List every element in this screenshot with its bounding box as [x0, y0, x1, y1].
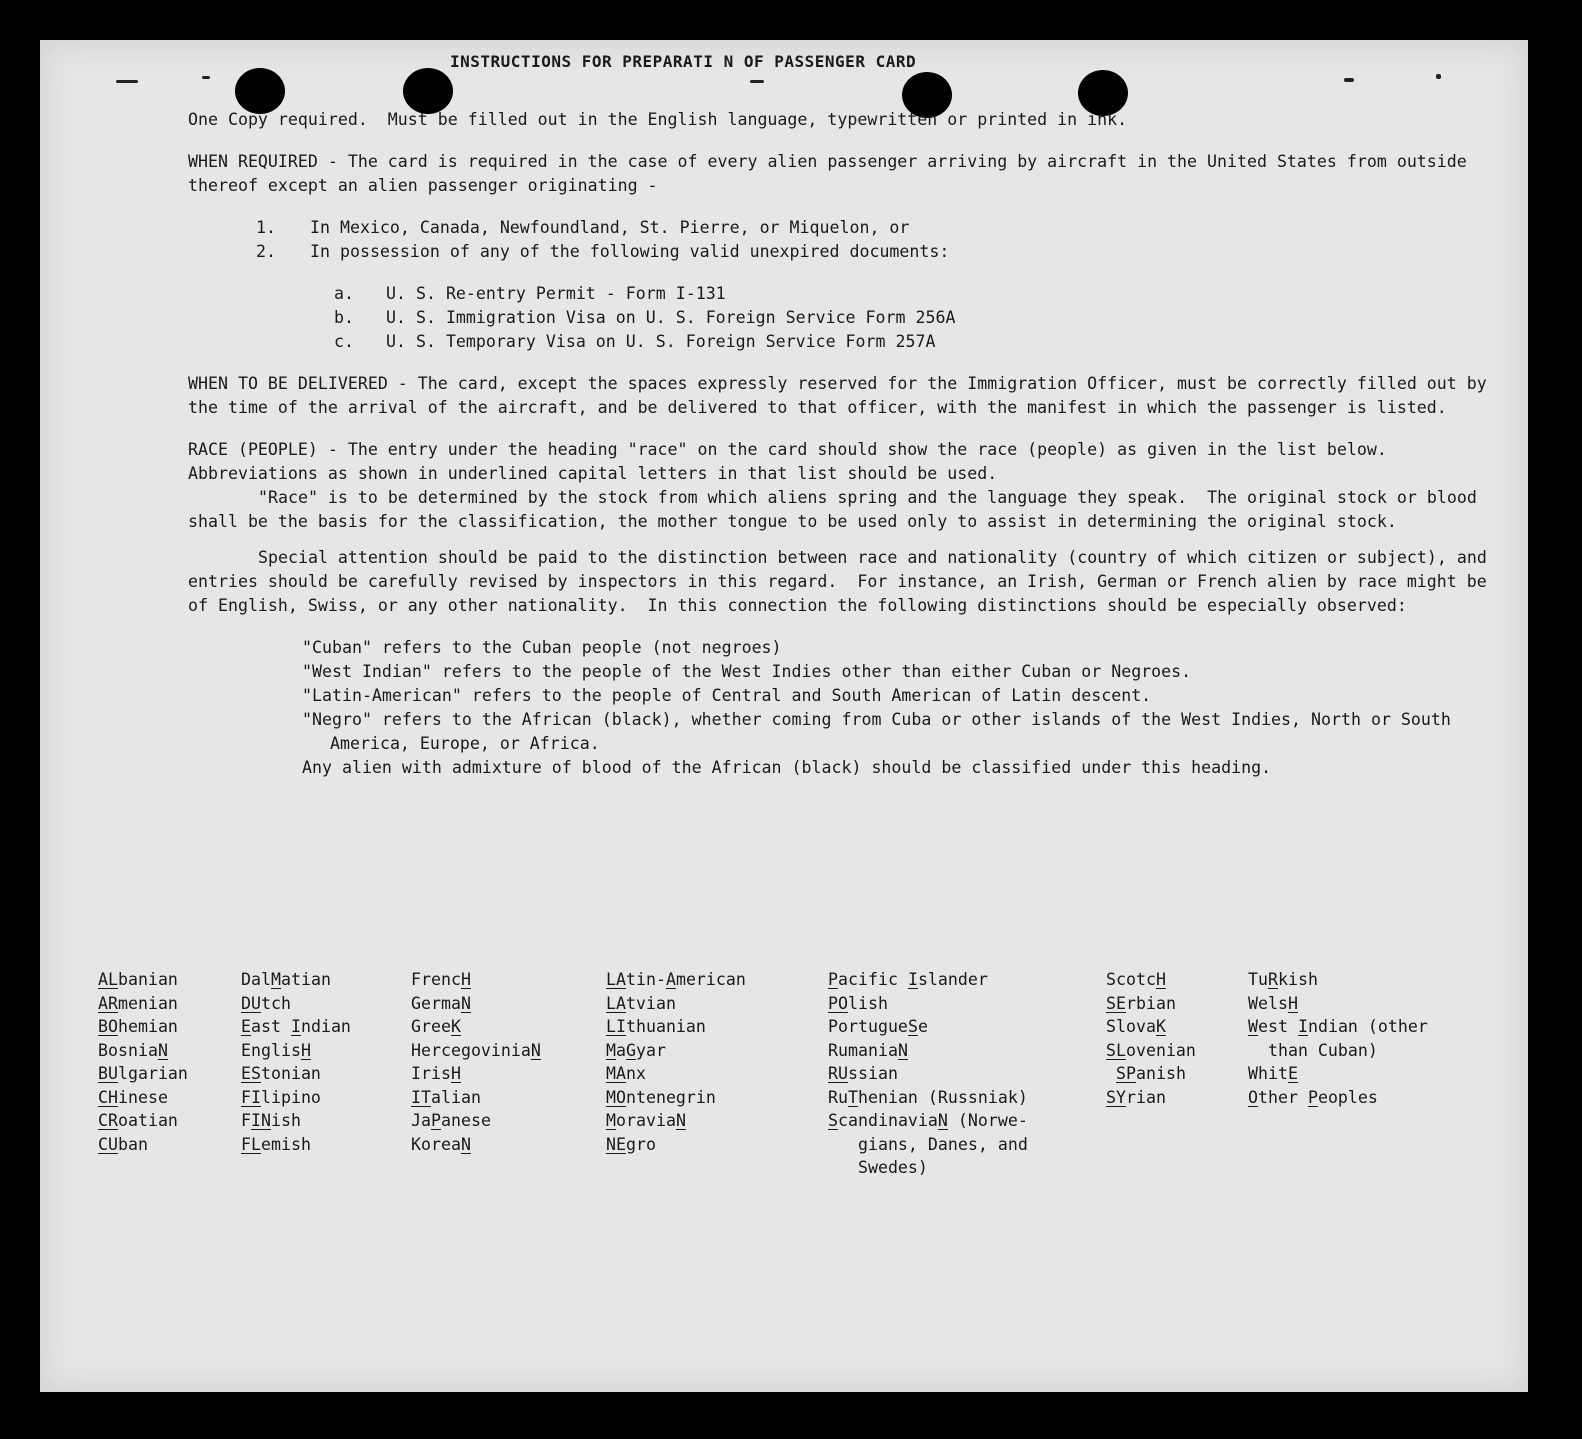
- race-name-text: (Norwe-: [947, 1111, 1028, 1130]
- race-name-text: Gree: [411, 1017, 451, 1036]
- race-entry: [828, 1039, 1028, 1063]
- race-name-text: ndian (other: [1307, 1017, 1428, 1036]
- race-name-text: nx: [625, 1064, 646, 1083]
- race-abbreviation: NE: [606, 1134, 626, 1154]
- when-delivered-heading: WHEN TO BE DELIVERED: [188, 374, 388, 393]
- race-abbreviation: BU: [98, 1064, 118, 1083]
- race-abbreviation: N: [460, 1134, 471, 1154]
- race-name-text: Whit: [1248, 1064, 1288, 1083]
- race-abbreviation: SP: [1116, 1064, 1136, 1083]
- origin-list: [188, 216, 1498, 264]
- race-definition-paragraph: "Race" is to be determined by the stock from which aliens spring and the language they speak. The original stock or blood shall be the basis for the classification, the mother tongue to be used only to assist in determining the original stock.: [188, 488, 1487, 531]
- race-entry: [411, 992, 541, 1016]
- race-entry: [828, 992, 1028, 1016]
- race-name-text: yar: [636, 1040, 666, 1060]
- race-name-text: [1106, 1064, 1116, 1083]
- race-abbreviation: LA: [606, 970, 626, 989]
- race-abbreviation: ES: [241, 1064, 261, 1083]
- distinction-note: "Negro" refers to the African (black), whether coming from Cuba or other islands of the West Indies, North or South America, Europe, or Africa.: [302, 710, 1461, 753]
- race-abbreviation: P: [430, 1111, 441, 1130]
- when-required-text: - The card is required in the case of every alien passenger arriving by aircraft in the United States from outside thereof except an alien passenger originating -: [188, 152, 1477, 195]
- list-item-letter: a.: [334, 284, 354, 303]
- race-entry: [606, 968, 746, 992]
- race-entry: [98, 968, 188, 992]
- race-abbreviation: T: [847, 1087, 858, 1107]
- race-name-text: Iris: [411, 1064, 451, 1083]
- race-entry: [1106, 992, 1196, 1016]
- race-entry: [98, 1039, 188, 1063]
- race-name-text: ovenian: [1125, 1040, 1196, 1060]
- race-entry: [828, 1086, 1028, 1110]
- list-item-letter: b.: [334, 308, 354, 327]
- race-name-text: kish: [1277, 970, 1318, 989]
- race-name-text: ban: [117, 1134, 148, 1154]
- race-name-text: candinavia: [838, 1111, 938, 1130]
- race-entry: [828, 1015, 1028, 1039]
- race-name-text: lgarian: [117, 1064, 188, 1083]
- race-abbreviation: N: [460, 993, 471, 1013]
- page-title: INSTRUCTIONS FOR PREPARATI N OF PASSENGER CARD: [450, 52, 917, 71]
- list-item-text: In possession of any of the following valid unexpired documents:: [310, 242, 950, 261]
- race-abbreviation: H: [460, 970, 471, 989]
- race-abbreviation: LA: [606, 993, 626, 1013]
- race-abbreviation: N: [937, 1111, 948, 1130]
- race-abbreviation: DU: [241, 993, 261, 1013]
- race-entry: [1248, 992, 1428, 1016]
- race-entry: [828, 1109, 1028, 1133]
- race-name-text: Ru: [828, 1087, 848, 1107]
- race-abbreviation: BO: [98, 1017, 118, 1036]
- race-name-text: inese: [117, 1087, 168, 1107]
- race-abbreviation: SL: [1106, 1040, 1126, 1060]
- race-name-text: ther: [1258, 1087, 1308, 1107]
- race-abbreviation: MA: [606, 1064, 626, 1083]
- race-name-text: eoples: [1317, 1087, 1378, 1107]
- race-column: [828, 968, 1028, 1180]
- race-entry: [411, 1039, 541, 1063]
- race-abbreviation: I: [1297, 1017, 1308, 1036]
- race-name-text: anese: [440, 1111, 491, 1130]
- list-item: [256, 240, 1498, 264]
- race-name-text: than Cuban): [1248, 1040, 1378, 1060]
- race-name-text: lipino: [260, 1087, 321, 1107]
- race-column: [1248, 968, 1428, 1109]
- list-item-text: U. S. Temporary Visa on U. S. Foreign Service Form 257A: [386, 332, 936, 351]
- list-item: [334, 306, 1498, 330]
- race-abbreviation: R: [1267, 970, 1278, 989]
- race-abbreviation: N: [157, 1040, 168, 1060]
- race-abbreviation: MO: [606, 1087, 626, 1107]
- list-item-text: U. S. Immigration Visa on U. S. Foreign Service Form 256A: [386, 308, 956, 327]
- race-name-text: ish: [270, 1111, 301, 1130]
- race-name-text: henian (Russniak): [857, 1087, 1028, 1107]
- race-name-text: Germa: [411, 993, 461, 1013]
- list-item-text: U. S. Re-entry Permit - Form I-131: [386, 284, 726, 303]
- race-name-text: est: [1258, 1017, 1298, 1036]
- race-entry: [606, 1133, 746, 1157]
- race-entry: [1248, 1015, 1428, 1039]
- race-entry: [98, 1109, 188, 1133]
- race-name-text: ndian: [300, 1017, 351, 1036]
- when-required-paragraph: [188, 150, 1498, 198]
- race-entry: [606, 1015, 746, 1039]
- race-entry: [828, 968, 1028, 992]
- ink-speck: [116, 80, 138, 83]
- race-abbreviation: P: [1307, 1087, 1318, 1107]
- race-name-text: menian: [117, 993, 178, 1013]
- race-abbreviation: K: [1155, 1017, 1166, 1036]
- race-name-text: Bosnia: [98, 1040, 158, 1060]
- intro-paragraph: One Copy required. Must be filled out in the English language, typewritten or printed in ink.: [188, 110, 1128, 129]
- race-name-text: oatian: [117, 1111, 178, 1130]
- list-item-text: In Mexico, Canada, Newfoundland, St. Pierre, or Miquelon, or: [310, 218, 910, 237]
- race-entry: [828, 1133, 1028, 1157]
- race-abbreviation: W: [1248, 1017, 1258, 1036]
- race-entry: [1248, 1039, 1428, 1063]
- nationality-paragraph: Special attention should be paid to the distinction between race and nationality (country of which citizen or subject), and entries should be carefully revised by inspectors in this regard. For instance, an Irish, German or French alien by race might be of English, Swiss, or any other nationality. In this connection the following distinctions should be especially observed:: [188, 548, 1497, 615]
- race-name-text: rbian: [1125, 993, 1176, 1013]
- distinction-note: Any alien with admixture of blood of the African (black) should be classified under this heading.: [302, 758, 1272, 777]
- race-name-text: Frenc: [411, 970, 461, 989]
- race-name-text: Ja: [411, 1111, 431, 1130]
- ink-speck: [1344, 78, 1354, 82]
- race-entry: [1248, 1086, 1428, 1110]
- race-column: [241, 968, 351, 1156]
- race-entry: [241, 1133, 351, 1157]
- race-abbreviation: N: [530, 1040, 541, 1060]
- race-name-text: slander: [917, 970, 988, 989]
- when-delivered-text: - The card, except the spaces expressly reserved for the Immigration Officer, must be correctly filled out by the time of the arrival of the aircraft, and be delivered to that officer, with the manifest in which the passenger is listed.: [188, 374, 1497, 417]
- race-abbreviation: S: [907, 1017, 918, 1036]
- race-abbreviation: E: [241, 1017, 251, 1036]
- race-abbreviation: AL: [98, 970, 118, 989]
- race-name-text: a: [616, 1040, 626, 1060]
- race-abbreviation: FI: [241, 1087, 261, 1107]
- race-entry: [98, 1062, 188, 1086]
- race-name-text: Tu: [1248, 970, 1268, 989]
- race-name-text: Englis: [241, 1040, 301, 1060]
- race-name-text: anish: [1135, 1064, 1186, 1083]
- race-abbreviation: I: [907, 970, 918, 989]
- race-name-text: thuanian: [625, 1017, 706, 1036]
- ink-speck: [202, 76, 210, 79]
- race-abbreviation: M: [606, 1111, 616, 1130]
- race-name-text: tvian: [625, 993, 676, 1013]
- race-name-text: ntenegrin: [625, 1087, 716, 1107]
- race-abbreviation: AR: [98, 993, 118, 1013]
- race-abbreviation: RU: [828, 1064, 848, 1083]
- race-abbreviation: H: [1155, 970, 1166, 989]
- race-abbreviation: FL: [241, 1134, 261, 1154]
- race-entry: [98, 1133, 188, 1157]
- race-abbreviation: M: [270, 970, 281, 989]
- distinction-note: "Cuban" refers to the Cuban people (not negroes): [302, 638, 782, 657]
- ink-speck: [1436, 74, 1441, 79]
- when-delivered-paragraph: [188, 372, 1498, 420]
- race-entry: [411, 1015, 541, 1039]
- list-item-number: 2.: [256, 242, 276, 261]
- race-name-text: acific: [838, 970, 908, 989]
- race-entry: [828, 1156, 1028, 1180]
- race-abbreviation: N: [675, 1111, 686, 1130]
- race-name-text: merican: [675, 970, 746, 989]
- race-entry: [241, 1062, 351, 1086]
- race-name-text: tch: [260, 993, 291, 1013]
- race-abbreviation: CR: [98, 1111, 118, 1130]
- distinction-note: "West Indian" refers to the people of the West Indies other than either Cuban or Negroes.: [302, 662, 1192, 681]
- race-name-text: Rumania: [828, 1040, 898, 1060]
- distinctions-list: [188, 636, 1498, 780]
- race-name-text: e: [917, 1017, 928, 1036]
- race-name-text: alian: [430, 1087, 481, 1107]
- race-name-text: oravia: [616, 1111, 676, 1130]
- race-entry: [241, 1086, 351, 1110]
- race-name-text: gians, Danes, and: [828, 1134, 1028, 1154]
- race-name-text: ssian: [847, 1064, 898, 1083]
- race-abbreviation: LI: [606, 1017, 626, 1036]
- race-entry: [241, 992, 351, 1016]
- distinction-note: "Latin-American" refers to the people of Central and South American of Latin descent.: [302, 686, 1152, 705]
- race-entry: [1248, 968, 1428, 992]
- race-name-text: ast: [251, 1017, 291, 1036]
- race-column: [411, 968, 541, 1156]
- race-abbreviation: S: [828, 1111, 838, 1130]
- race-heading: RACE (PEOPLE): [188, 440, 318, 459]
- race-entry: [606, 1109, 746, 1133]
- race-entry: [606, 1062, 746, 1086]
- race-abbreviation: K: [450, 1017, 461, 1036]
- race-name-text: banian: [117, 970, 178, 989]
- race-text: - The entry under the heading "race" on the card should show the race (people) as given in the list below. Abbreviations as shown in underlined capital letters in that list should be used.: [188, 440, 1407, 483]
- race-entry: [411, 968, 541, 992]
- race-entry: [98, 992, 188, 1016]
- documents-list: [188, 282, 1498, 354]
- race-name-text: Slova: [1106, 1017, 1156, 1036]
- list-item-letter: c.: [334, 332, 354, 351]
- race-column: [606, 968, 746, 1156]
- race-name-text: gro: [625, 1134, 656, 1154]
- race-name-text: tonian: [260, 1064, 321, 1083]
- race-name-text: Hercegovinia: [411, 1040, 531, 1060]
- when-required-heading: WHEN REQUIRED: [188, 152, 318, 171]
- race-abbreviation: PO: [828, 993, 848, 1013]
- race-abbreviation: O: [1248, 1087, 1258, 1107]
- race-abbreviation: A: [665, 970, 676, 989]
- race-name-text: hemian: [117, 1017, 178, 1036]
- race-entry: [1106, 968, 1196, 992]
- race-paragraph: [188, 438, 1498, 486]
- race-name-text: tin-: [625, 970, 666, 989]
- race-entry: [241, 1039, 351, 1063]
- list-item: [256, 216, 1498, 240]
- race-entry: [98, 1015, 188, 1039]
- race-name-text: Dal: [241, 970, 271, 989]
- race-entry: [1106, 1015, 1196, 1039]
- race-name-text: Korea: [411, 1134, 461, 1154]
- race-entry: [1106, 1062, 1196, 1086]
- race-entry: [1248, 1062, 1428, 1086]
- race-abbreviation: I: [290, 1017, 301, 1036]
- race-entry: [411, 1109, 541, 1133]
- race-entry: [411, 1086, 541, 1110]
- race-abbreviation: M: [606, 1040, 616, 1060]
- race-abbreviation: SY: [1106, 1087, 1126, 1107]
- race-entry: [1106, 1039, 1196, 1063]
- race-abbreviation: H: [1287, 993, 1298, 1013]
- race-name-text: Swedes): [828, 1158, 928, 1177]
- race-abbreviation: CH: [98, 1087, 118, 1107]
- race-abbreviation: E: [1287, 1064, 1298, 1083]
- race-entry: [241, 968, 351, 992]
- race-entry: [606, 1039, 746, 1063]
- race-name-text: F: [241, 1111, 251, 1130]
- race-name-text: emish: [260, 1134, 311, 1154]
- race-entry: [606, 992, 746, 1016]
- race-column: [1106, 968, 1196, 1109]
- list-item: [334, 330, 1498, 354]
- race-entry: [1106, 1086, 1196, 1110]
- race-name-text: atian: [280, 970, 331, 989]
- race-entry: [241, 1015, 351, 1039]
- race-entry: [241, 1109, 351, 1133]
- race-entry: [411, 1133, 541, 1157]
- race-abbreviation: CU: [98, 1134, 118, 1154]
- list-item-number: 1.: [256, 218, 276, 237]
- race-entry: [411, 1062, 541, 1086]
- race-abbreviation: SE: [1106, 993, 1126, 1013]
- race-entry: [98, 1086, 188, 1110]
- list-item: [334, 282, 1498, 306]
- race-name-text: Scotc: [1106, 970, 1156, 989]
- race-column: [98, 968, 188, 1156]
- race-abbreviation: H: [300, 1040, 311, 1060]
- race-abbreviation: G: [626, 1040, 636, 1060]
- race-name-text: lish: [847, 993, 888, 1013]
- race-entry: [606, 1086, 746, 1110]
- ink-speck: [750, 80, 764, 83]
- race-abbreviation: P: [828, 970, 838, 989]
- race-abbreviation: N: [897, 1040, 908, 1060]
- race-name-text: rian: [1125, 1087, 1166, 1107]
- race-abbreviation: IN: [251, 1111, 271, 1130]
- instructions-body: [188, 108, 1498, 780]
- race-name-text: Wels: [1248, 993, 1288, 1013]
- race-name-text: Portugue: [828, 1017, 908, 1036]
- race-abbreviation: IT: [411, 1087, 431, 1107]
- race-abbreviation: H: [450, 1064, 461, 1083]
- race-entry: [828, 1062, 1028, 1086]
